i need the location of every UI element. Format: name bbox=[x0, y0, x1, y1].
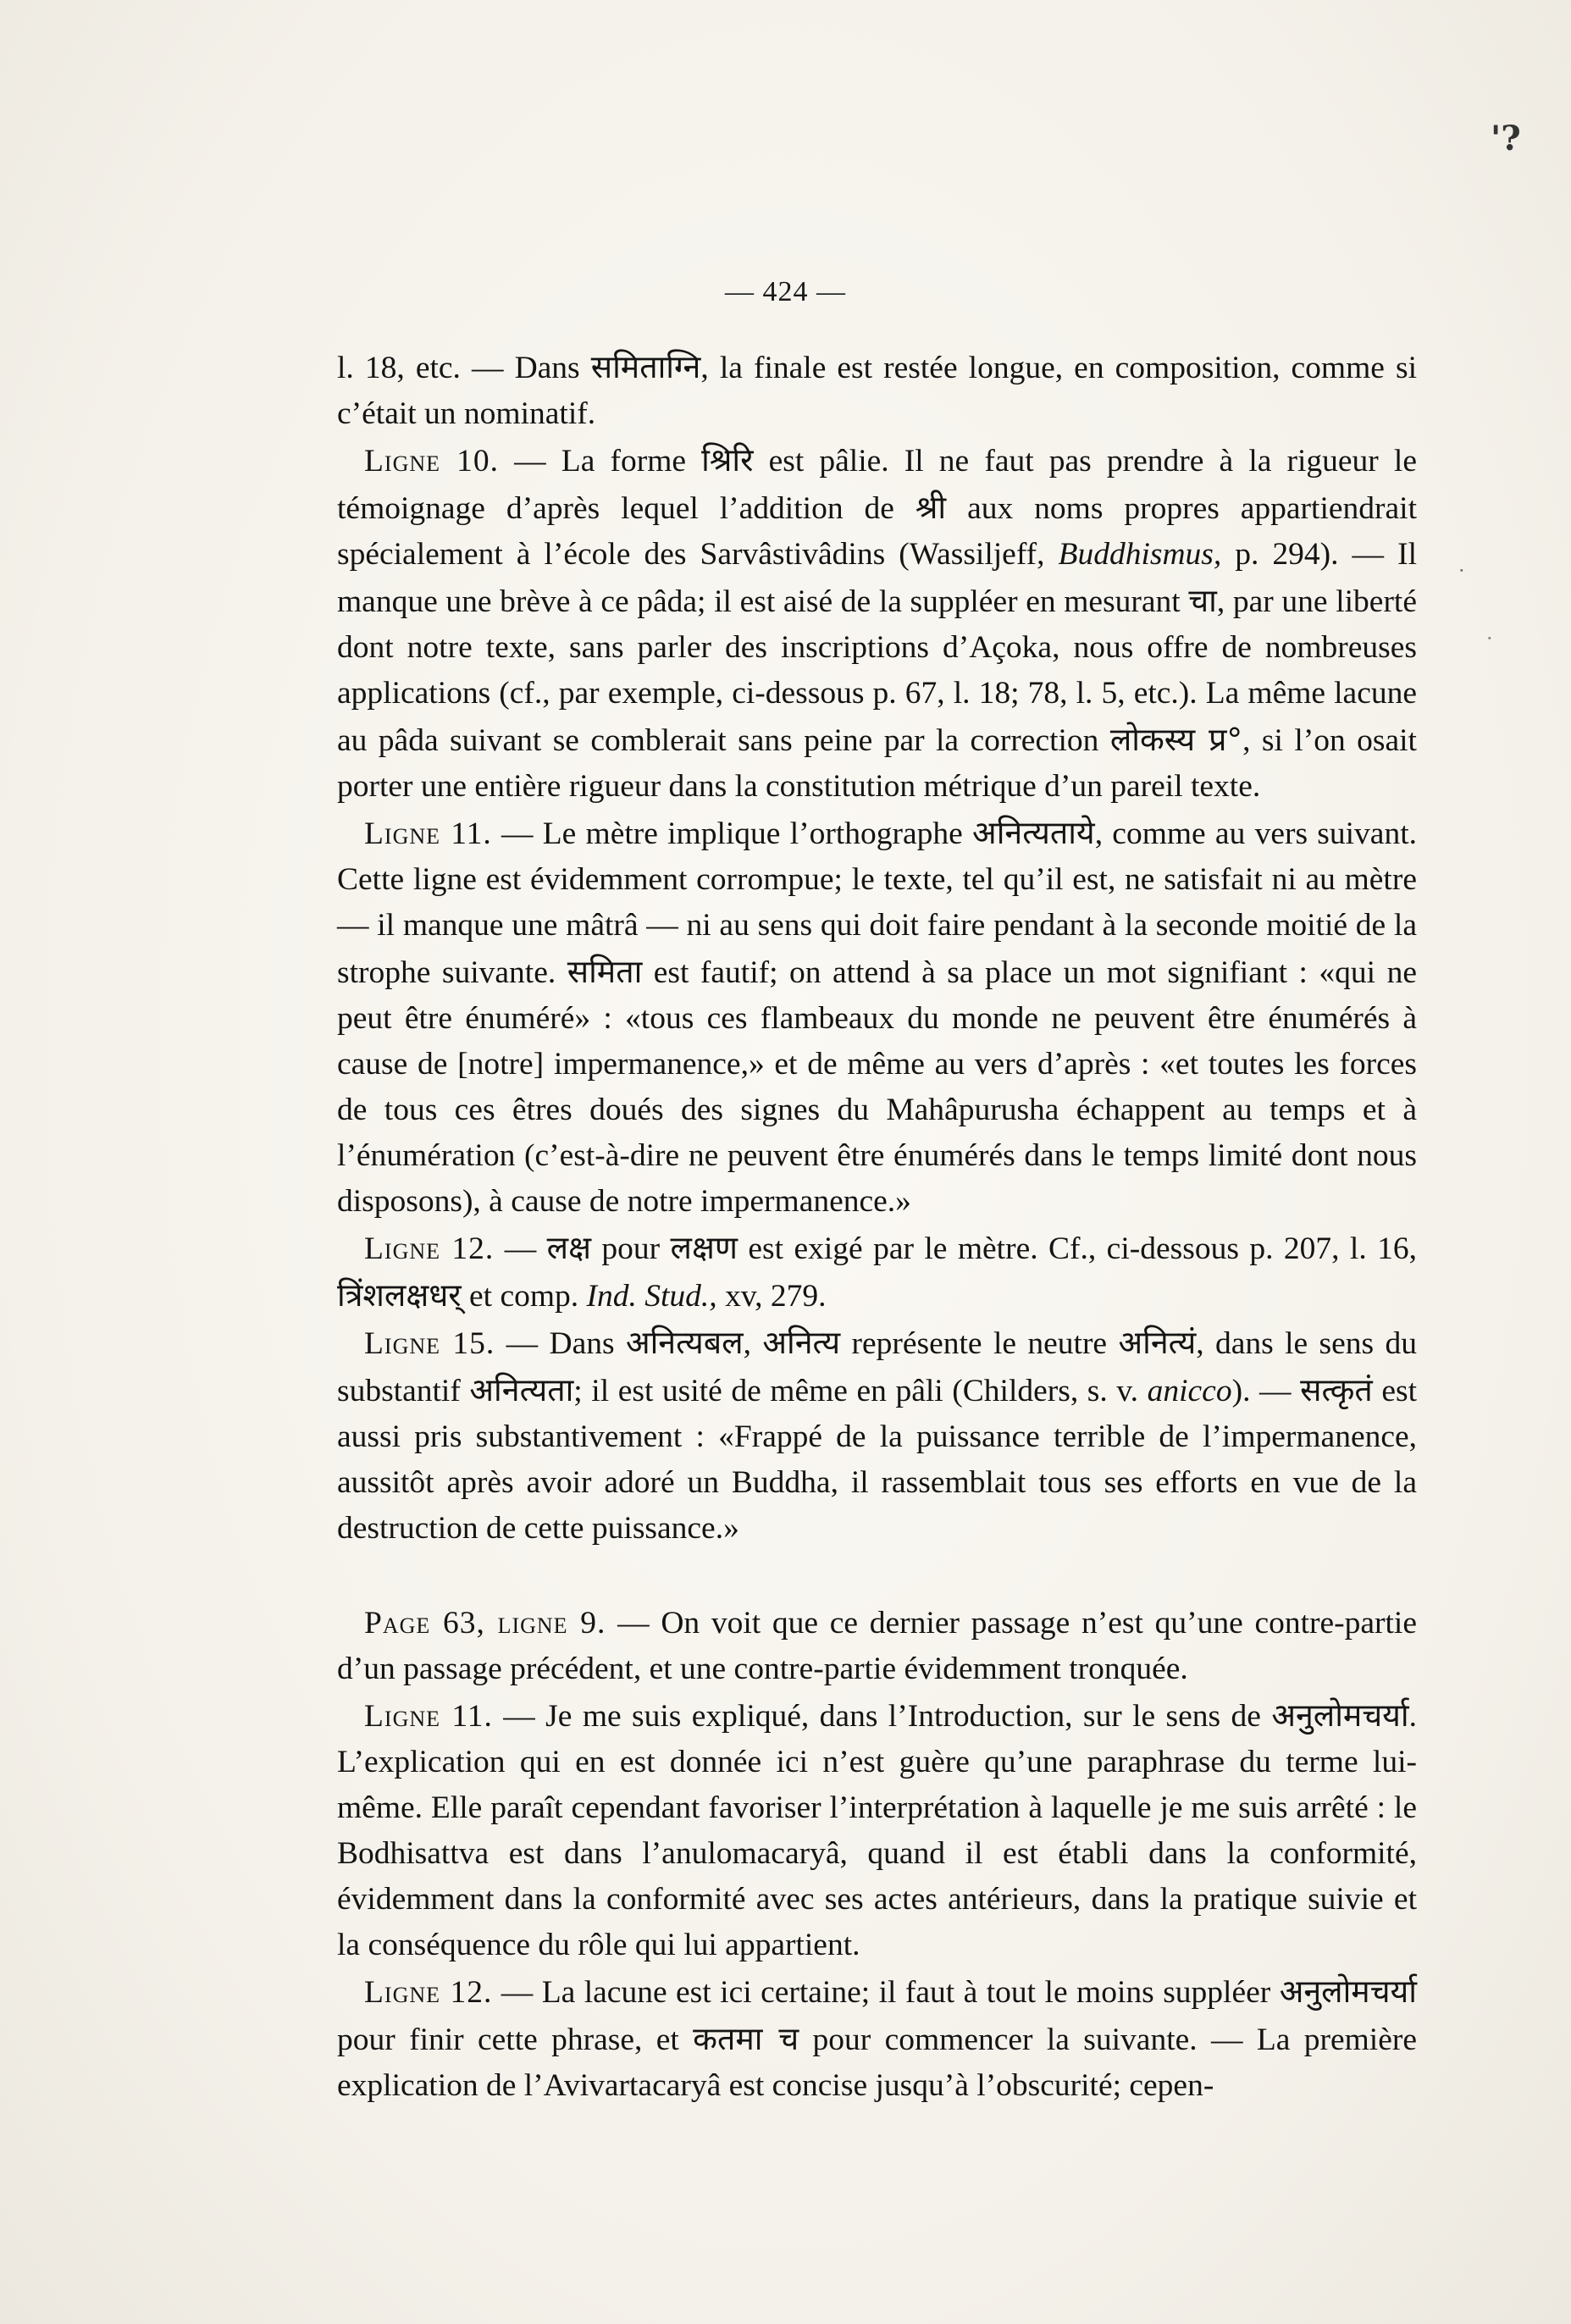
text-run: — On voit que ce dernier passage n’est qu’une contre-partie d’un passage précédent, et une contre-partie évidemment tronquée. bbox=[337, 1606, 1417, 1686]
text-run: l. 18, etc. — Dans bbox=[337, 351, 591, 385]
devanagari-term: कतमा च bbox=[693, 2020, 799, 2057]
text-run: — Je me suis expliqué, dans l’Introduction, sur le sens de bbox=[492, 1699, 1272, 1734]
devanagari-term: चा bbox=[1188, 582, 1217, 619]
text-run: ; il est usité de même en pâli (Childers, s. v. bbox=[573, 1374, 1148, 1408]
text-run: p. 294). — Il manque une brève à ce pâda; il est aisé de la suppléer en mesurant bbox=[337, 537, 1417, 619]
devanagari-term: त्रिंशलक्षधर् bbox=[337, 1276, 462, 1314]
text-run: pour bbox=[590, 1231, 671, 1266]
line-reference: Page 63, ligne 9. bbox=[364, 1606, 606, 1641]
devanagari-term: समिता bbox=[567, 953, 643, 990]
text-run: et comp. bbox=[461, 1279, 587, 1314]
text-run: , si l’on osait porter une entière rigueur dans la constitution métrique d’un pareil texte. bbox=[337, 723, 1417, 804]
line-reference: Ligne 12. bbox=[364, 1975, 493, 2010]
devanagari-term: अनित्यताये bbox=[972, 814, 1095, 851]
devanagari-term: लक्षण bbox=[670, 1229, 738, 1266]
text-run: — bbox=[494, 1231, 547, 1266]
text-run: représente le neutre bbox=[840, 1326, 1119, 1361]
text-run: — Le mètre implique l’orthographe bbox=[491, 816, 973, 851]
devanagari-term: अनित्यबल bbox=[625, 1324, 744, 1361]
text-run: , comme au vers suivant. Cette ligne est évidemment corrompue; le texte, tel qu’il est, ne satisfait ni au mètre — il manque une mâtrâ — ni au sens qui doit faire pendant à la seconde moitié de la strophe suivante. bbox=[337, 816, 1417, 990]
text-run: est pâlie. Il ne faut pas prendre à la rigueur le témoignage d’après lequel l’addition de bbox=[337, 444, 1417, 526]
page-number: — 424 — bbox=[725, 276, 846, 307]
text-run: , dans le sens du substantif bbox=[337, 1326, 1418, 1408]
text-run: , la finale est restée longue, en composition, comme si c’était un nominatif. bbox=[337, 351, 1417, 431]
text-run: est exigé par le mètre. Cf., ci-dessous p. 207, l. 16, bbox=[737, 1231, 1417, 1266]
text-run: pour finir cette phrase, et bbox=[337, 2022, 694, 2057]
text-run: . L’explication qui en est donnée ici n’est guère qu’une paraphrase du terme lui-même. Elle paraît cependant favoriser l’interprétation à laquelle je me suis arrêté : le Bodhisattva est dans l’anulomacaryâ, quand il est établi dans la conformité, évidemment dans la conformité avec ses actes antérieurs, dans la pratique suivie et la conséquence du rôle qui lui appartient. bbox=[337, 1699, 1417, 1962]
devanagari-term: श्री bbox=[915, 489, 947, 526]
devanagari-term: अनित्यता bbox=[469, 1371, 574, 1408]
devanagari-term: लक्ष bbox=[546, 1229, 591, 1266]
text-run: xv, 279. bbox=[716, 1279, 827, 1314]
devanagari-term: अनित्य bbox=[762, 1324, 841, 1361]
italic-title: Buddhismus, bbox=[1058, 537, 1222, 572]
paragraph-p7 bbox=[337, 1692, 1417, 1968]
text-run: est aussi pris substantivement : «Frappé de la puissance terrible de l’impermanence, aussitôt après avoir adoré un Buddha, il rassemblait tous ses efforts en vue de la destruction de cette puissance.» bbox=[337, 1374, 1417, 1546]
text-run: ). — bbox=[1231, 1374, 1301, 1408]
paragraph-p2 bbox=[337, 437, 1417, 810]
line-reference: Ligne 10. bbox=[364, 444, 500, 479]
line-reference: Ligne 11. bbox=[364, 816, 492, 851]
text-run: — Dans bbox=[495, 1326, 626, 1361]
text-run: , bbox=[743, 1326, 763, 1361]
paragraph-p3 bbox=[337, 810, 1417, 1225]
text-run: est fautif; on attend à sa place un mot signifiant : «qui ne peut être énuméré» : «tous ces flambeaux du monde ne peuvent être énumérés à cause de [notre] impermanence,» et de même au vers d’après : «et toutes les forces de tous ces êtres doués des signes du Mahâpurusha échappent au temps et à l’énumération (c’est-à-dire ne peuvent être énumérés dans le temps limité dont nous disposons), à cause de notre impermanence.» bbox=[337, 955, 1417, 1219]
paragraph-p6 bbox=[337, 1601, 1417, 1692]
paragraph-p1 bbox=[337, 344, 1417, 437]
italic-title: Ind. Stud., bbox=[586, 1279, 717, 1314]
devanagari-term: अनुलोमचर्या bbox=[1279, 1973, 1417, 2010]
scan-speck: · bbox=[1486, 627, 1493, 650]
text-run: — La forme bbox=[499, 444, 702, 479]
text-run: pour commencer la suivante. — La première explication de l’Avivartacaryâ est concise jusqu’à l’obscurité; cepen- bbox=[337, 2022, 1417, 2103]
italic-title: anicco bbox=[1147, 1374, 1232, 1408]
devanagari-term: सत्कृतं bbox=[1300, 1371, 1373, 1408]
paragraph-p5 bbox=[337, 1320, 1417, 1552]
devanagari-term: समिताग्नि bbox=[590, 348, 701, 385]
line-reference: Ligne 11. bbox=[364, 1699, 493, 1734]
devanagari-term: अनित्यं bbox=[1118, 1324, 1197, 1361]
body-text bbox=[337, 344, 1417, 2109]
paragraph-p4 bbox=[337, 1225, 1417, 1320]
text-run: — La lacune est ici certaine; il faut à tout le moins suppléer bbox=[492, 1975, 1280, 2010]
corner-mark: '? bbox=[1491, 119, 1521, 158]
section-gap bbox=[337, 1552, 1417, 1601]
scan-speck: · bbox=[1458, 559, 1465, 583]
line-reference: Ligne 12. bbox=[364, 1231, 495, 1266]
paragraph-p8 bbox=[337, 1968, 1417, 2109]
devanagari-term: लोकस्य प्र° bbox=[1109, 721, 1243, 758]
devanagari-term: अनुलोमचर्या bbox=[1271, 1696, 1409, 1734]
text-run: aux noms propres appartiendrait spécialement à l’école des Sarvâstivâdins (Wassiljeff, bbox=[337, 491, 1418, 572]
line-reference: Ligne 15. bbox=[364, 1326, 495, 1361]
text-run: , par une liberté dont notre texte, sans parler des inscriptions d’Açoka, nous offre de nombreuses applications (cf., par exemple, ci-dessous p. 67, l. 18; 78, l. 5, etc.). La même lacune au pâda suivant se comblerait sans peine par la correction bbox=[337, 584, 1417, 758]
devanagari-term: श्रिरि bbox=[701, 441, 754, 479]
